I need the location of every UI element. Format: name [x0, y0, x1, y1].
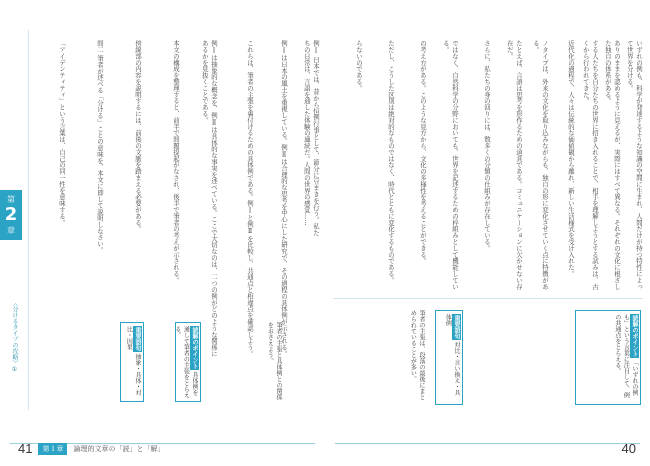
reading-point-right-heading: 読解のポイント — [631, 315, 638, 357]
reading-point-box-right — [575, 310, 641, 405]
chapter-tab-label: 〈分けるタイプの攻略〉① — [11, 300, 18, 373]
body-column-11: らないのである。 — [355, 40, 363, 92]
keyword-box-text: 抽象・具体・対比・因果 — [125, 326, 141, 396]
keyword-box-heading: 重要語句 — [134, 327, 141, 351]
body-column-7: さらに、私たちの身の回りには、数多くの分類の仕組みが存在している。 — [483, 40, 491, 252]
footer-right — [622, 441, 636, 456]
body-column-4: 例Ⅰは抽象的な概念を、例Ⅱは具体的な事実を述べている。ここで大切なのは、二つの例がどのような関係にあるかを見抜くことである。 — [200, 40, 218, 357]
body-column-6: 傍線部の内容を説明するには、前後の文脈を踏まえる必要がある。 — [134, 40, 142, 232]
body-column-4: 近代化の過程で、人々は伝統的な価値観から離れ、新しい生活様式を受け入れた。 — [567, 40, 575, 277]
chapter-tab — [0, 190, 22, 240]
column-divider — [28, 30, 29, 410]
right-page — [325, 0, 650, 466]
reading-point-box — [175, 322, 201, 402]
body-column-2: ありのままを認めるように見えるが、実際にはすべて異なる。それぞれの文化に根ざした独自の体系がある。 — [603, 40, 621, 290]
keyword-box-right-text: 対比・言い換え・具体例 — [444, 314, 460, 396]
page-number-left: 41 — [18, 441, 33, 456]
body-column-3: これらは、筆者の主張を裏付けるための具体例である。例Ⅰと例Ⅱを比較し、共通点と相違点を確認しよう。 — [246, 40, 254, 357]
page-number-right: 40 — [621, 441, 636, 456]
body-column-5: 本文の構成を整理すると、前半で問題提起がなされ、後半で筆者の考えが示される。 — [172, 40, 180, 284]
body-column-1: 例Ⅰ 日本では、昔から恒例行事として、節分に豆まきを行う。私たちの日常は、言語を通した体験の連続だ。人間の世界の感覚…… — [302, 40, 320, 236]
reading-point-heading: 読解のポイント — [191, 327, 198, 369]
body-column-2: 例Ⅰは日本の風土を重視している。例Ⅱは合理的な思考を中心にした研究で、その過程の具体例が示される。 — [280, 40, 288, 357]
keyword-box-right-heading: 重要語句 — [453, 315, 460, 339]
body-column-8: ではなく、自然科学の分野においても、世界を記述するための枠組みとして機能している。 — [441, 40, 459, 290]
body-column-9: の考え方がある。このような見方から、文化の多様性を考えることができる。 — [419, 40, 427, 264]
keyword-box — [120, 322, 144, 402]
body-column-8: 「アイデンティティ」という言葉は、自己の同一性を意味する。 — [58, 40, 66, 226]
chapter-tab-top: 第 — [7, 195, 15, 204]
reading-point-right-text: 「いずれの例も」という言葉に注目して、例の共通点をとらえる。 — [613, 314, 638, 398]
chapter-tab-sub: 章 — [7, 226, 15, 235]
section-divider — [333, 298, 643, 299]
body-column-1: いずれの例も、科学が発達するような知識の空間に生まれ、人間だけが持つ特性によって世界を分ける。 — [625, 40, 643, 290]
margin-note-right: 筆者の主張は、段落の最後にまとめられていることが多い。 — [409, 310, 425, 400]
body-column-10: ただし、こうした区別は絶対的なものではなく、時代とともに変化するものである。 — [387, 40, 395, 284]
footer-rule-right — [335, 443, 640, 444]
body-column-5: ノタイプは、外来の文化を取り込みながらも、独自の形に変化させていく点に特徴がある。 — [531, 40, 549, 290]
margin-note: 筆者の主張と具体例との関係をおさえよう。 — [266, 322, 282, 400]
reading-point-text: 具体例を通して筆者の主張をとらえる。 — [173, 326, 198, 398]
body-column-3: する人たちを自分たちの世界に招き入れることで、相手を理解しようとする試みは、古くから行われてきた。 — [581, 40, 599, 290]
chapter-chip: 第１章 — [38, 443, 67, 455]
chapter-tab-number: 2 — [4, 204, 18, 225]
body-column-7: 問二 筆者が述べる「分ける」ことの意味を、本文に即して説明しなさい。 — [96, 40, 104, 254]
keyword-box-right — [435, 310, 463, 405]
footer-left — [18, 441, 164, 456]
chapter-title: 論理的文章の「読」と「解」 — [73, 444, 165, 453]
body-column-6: たとえば、言語は思考を形作るための道具である。コミュニケーションに欠かせない存在だ。 — [505, 40, 523, 290]
